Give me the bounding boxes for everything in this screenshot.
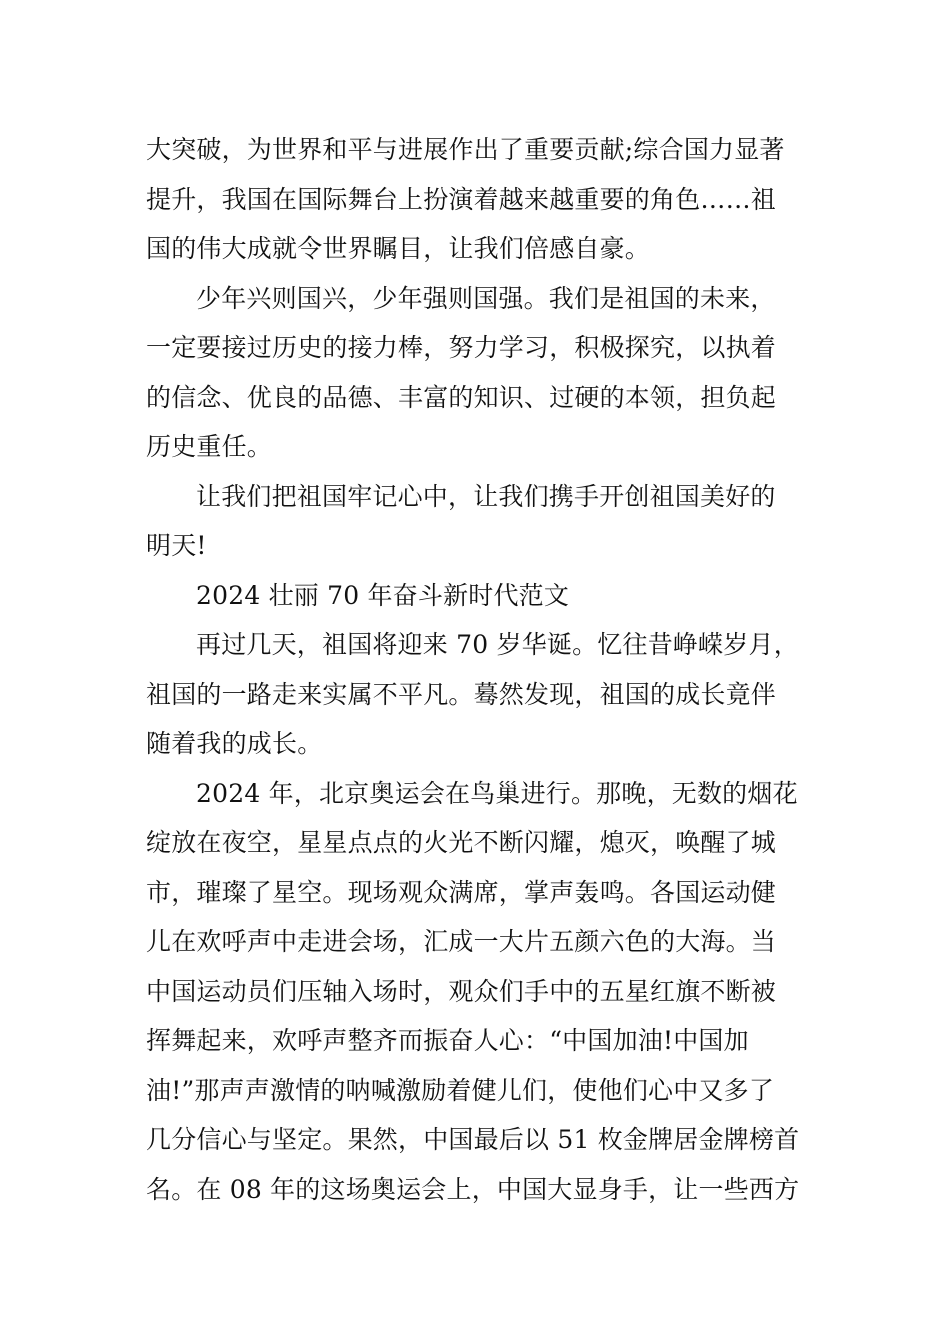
paragraph-start-line: 再过几天，祖国将迎来 70 岁华诞。忆往昔峥嵘岁月， — [196, 630, 799, 659]
text-line: 油!”那声声激情的呐喊激励着健儿们，使他们心中又多了 — [146, 1076, 775, 1105]
text-line: 名。在 08 年的这场奥运会上，中国大显身手，让一些西方 — [146, 1175, 800, 1204]
paragraph-start-line: 少年兴则国兴，少年强则国强。我们是祖国的未来， — [196, 284, 776, 313]
text-line: 祖国的一路走来实属不平凡。蓦然发现，祖国的成长竟伴 — [146, 680, 777, 709]
text-line: 大突破，为世界和平与进展作出了重要贡献;综合国力显著 — [146, 135, 785, 164]
text-line: 挥舞起来，欢呼声整齐而振奋人心：“中国加油!中国加 — [146, 1026, 749, 1055]
paragraph-start-line: 让我们把祖国牢记心中，让我们携手开创祖国美好的 — [196, 482, 776, 511]
text-line: 绽放在夜空，星星点点的火光不断闪耀，熄灭，唤醒了城 — [146, 828, 777, 857]
text-line: 随着我的成长。 — [146, 729, 323, 758]
text-line: 几分信心与坚定。果然，中国最后以 51 枚金牌居金牌榜首 — [146, 1125, 800, 1154]
text-line: 国的伟大成就令世界瞩目，让我们倍感自豪。 — [146, 234, 651, 263]
paragraph-start-line: 2024 年，北京奥运会在鸟巢进行。那晚，无数的烟花 — [196, 779, 798, 808]
text-line: 的信念、优良的品德、丰富的知识、过硬的本领，担负起 — [146, 383, 777, 412]
text-line: 提升，我国在国际舞台上扮演着越来越重要的角色……祖 — [146, 185, 777, 214]
section-title: 2024 壮丽 70 年奋斗新时代范文 — [196, 581, 570, 610]
text-line: 市，璀璨了星空。现场观众满席，掌声轰鸣。各国运动健 — [146, 878, 777, 907]
text-line: 儿在欢呼声中走进会场，汇成一大片五颜六色的大海。当 — [146, 927, 777, 956]
text-line: 一定要接过历史的接力棒，努力学习，积极探究，以执着 — [146, 333, 777, 362]
text-line: 历史重任。 — [146, 432, 273, 461]
text-line: 中国运动员们压轴入场时，观众们手中的五星红旗不断被 — [146, 977, 777, 1006]
text-line: 明天! — [146, 531, 207, 560]
